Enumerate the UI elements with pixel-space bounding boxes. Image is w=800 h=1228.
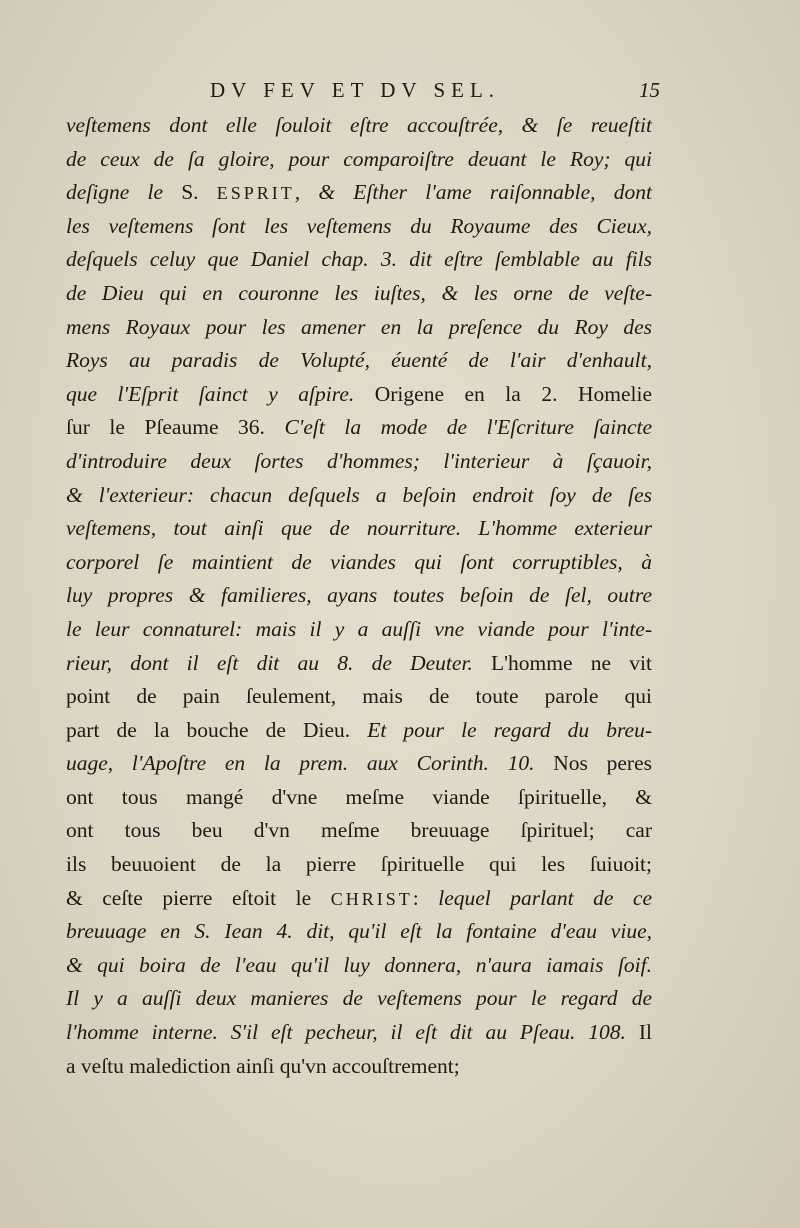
text-run: & qui boira de l'eau qu'il luy donnera, n'aura iamais ſoif. [66,952,652,977]
text-line [66,1016,652,1050]
text-run: C'eſt la mode de l'Eſcriture ſaincte [284,415,653,440]
text-line [66,445,652,479]
text-line [66,613,652,647]
text-line [66,243,652,277]
text-run: d'introduire deux ſortes d'hommes; l'interieur à ſçauoir, [66,448,652,473]
text-run: part de la bouche de Dieu. [66,717,368,742]
text-run: L'homme ne vit [491,650,652,675]
running-head [60,78,660,108]
text-line [66,210,652,244]
text-line [66,411,652,445]
text-run: ils beuuoient de la pierre ſpirituelle qui les ſuiuoit; [66,852,652,877]
text-run: Nos peres [553,751,652,776]
text-line [66,344,652,378]
text-run: Il y a auſſi deux manieres de veſtemens pour le regard de [66,986,652,1011]
text-run: a veſtu malediction ainſi qu'vn accouſtrement; [66,1053,460,1078]
text-line [66,109,652,143]
text-line [66,143,652,177]
text-run: l'homme interne. S'il eſt pecheur, il eſt dit au Pſeau. 108. [66,1020,639,1045]
text-run: deſigne le [66,180,182,205]
text-run: de Dieu qui en couronne les iuſtes, & les orne de veſte- [66,280,652,305]
text-run: lequel parlant de ce [438,885,652,910]
text-line [66,680,652,714]
text-run: Origene en la 2. Homelie [374,381,652,406]
text-run: veſtemens dont elle ſouloit eſtre accouſtrée, & ſe reueſtit [66,113,652,137]
text-line [66,848,652,882]
text-line [66,579,652,613]
text-line [66,647,652,681]
text-run: & l'exterieur: chacun deſquels a beſoin endroit ſoy de ſes [66,482,652,507]
text-run: corporel ſe maintient de viandes qui ſont corruptibles, à [66,549,652,574]
text-line [66,1050,652,1084]
text-line [66,949,652,983]
text-run: breuuage en S. Iean 4. dit, qu'il eſt la fontaine d'eau viue, [66,919,652,944]
text-run: ont tous mangé d'vne meſme viande ſpirituelle, & [66,784,652,809]
text-run: que l'Eſprit ſainct y aſpire. [66,381,375,406]
text-line [66,781,652,815]
text-line [66,311,652,345]
text-run: ont tous beu d'vn meſme breuuage ſpirituel; car [66,818,652,843]
text-run: Il [638,1020,652,1045]
text-line [66,814,652,848]
text-run: deſquels celuy que Daniel chap. 3. dit eſtre ſemblable au fils [66,247,652,272]
text-run: luy propres & familieres, ayans toutes beſoin de ſel, outre [66,583,652,608]
text-line [66,915,652,949]
text-run: S. [181,180,217,205]
text-line [66,479,652,513]
text-run: ESPRIT [216,183,295,204]
text-line [66,176,652,210]
page-number: 15 [639,78,660,102]
text-line [66,277,652,311]
text-run: le leur connaturel: mais il y a auſſi vne viande pour l'inte- [66,616,652,641]
running-title: DV FEV ET DV SEL. [210,78,501,102]
text-run: & ceſte pierre eſtoit le [66,885,331,910]
text-run: point de pain ſeulement, mais de toute parole qui [66,684,652,709]
text-line [66,512,652,546]
text-run: ſur le Pſeaume 36. [66,415,285,440]
text-line [66,378,652,412]
text-run: uage, l'Apoſtre en la prem. aux Corinth. 10. [66,751,554,776]
text-line [66,714,652,748]
text-run: Et pour le regard du breu- [367,717,652,742]
text-run: : [412,885,439,910]
text-run: mens Royaux pour les amener en la preſence du Roy des [66,314,652,339]
text-run: CHRIST [330,888,413,909]
text-run: , & Eſther l'ame raiſonnable, dont [294,180,652,205]
text-line [66,982,652,1016]
text-run: veſtemens, tout ainſi que de nourriture. L'homme exterieur [66,516,652,541]
text-run: de ceux de ſa gloire, pour comparoiſtre deuant le Roy; qui [66,146,652,171]
text-run: rieur, dont il eſt dit au 8. de Deuter. [66,650,492,675]
text-line [66,546,652,580]
text-line [66,882,652,916]
text-line [66,747,652,781]
body-text [66,109,652,1083]
text-run: Roys au paradis de Volupté, éuenté de l'air d'enhault, [66,348,652,373]
text-run: les veſtemens ſont les veſtemens du Royaume des Cieux, [66,213,652,238]
